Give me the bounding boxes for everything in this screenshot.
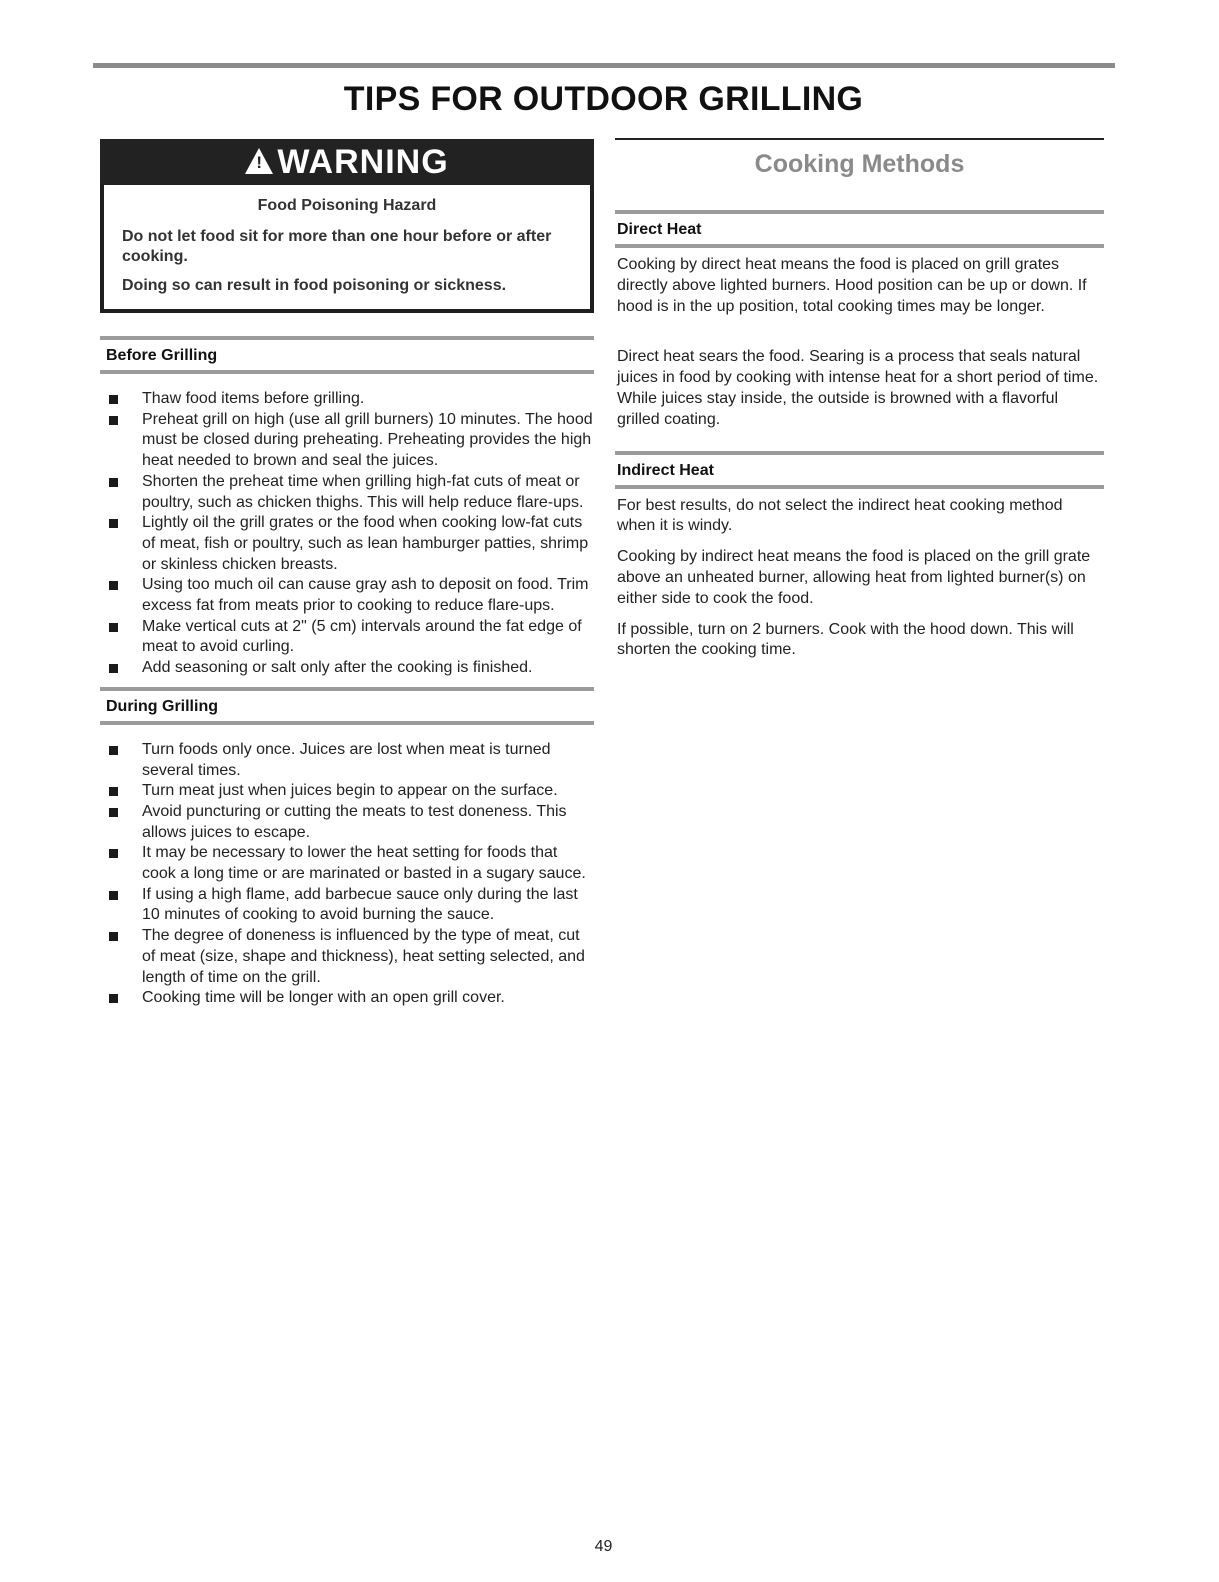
during-grilling-list (100, 740, 594, 1009)
list-item: Cooking time will be longer with an open grill cover. (100, 988, 594, 1009)
direct-heat-paragraph-2: Direct heat sears the food. Searing is a process that seals natural juices in food by cooking with intense heat for a short period of time. While juices stay inside, the outside is browned with a flavorful grilled coating. (617, 348, 1099, 428)
hazard-title: Food Poisoning Hazard (257, 197, 437, 214)
warning-triangle-icon: ! (245, 148, 273, 174)
cooking-methods-title: Cooking Methods (754, 150, 965, 178)
direct-heat-title: Direct Heat (617, 221, 702, 238)
warning-header (100, 139, 594, 185)
list-item: Avoid puncturing or cutting the meats to test doneness. This allows juices to escape. (100, 802, 594, 843)
list-item: Turn meat just when juices begin to appear on the surface. (100, 781, 594, 802)
indirect-heat-title: Indirect Heat (617, 461, 714, 479)
top-divider (93, 63, 1115, 68)
list-item: Make vertical cuts at 2" (5 cm) intervals around the fat edge of meat to avoid curling. (100, 617, 594, 658)
during-grilling-header (100, 687, 594, 725)
list-item: Thaw food items before grilling. (100, 389, 594, 410)
indirect-heat-header (615, 451, 1104, 489)
before-grilling-title: Before Grilling (106, 347, 218, 364)
indirect-heat-paragraph-2: Cooking by indirect heat means the food is placed on the grill grate above an unheated burner, allowing heat from lighted burner(s) on either side to cook the food. (617, 548, 1091, 607)
section-rule (100, 370, 594, 374)
warning-text-1: Do not let food sit for more than one hour before or after cooking. (122, 228, 552, 265)
section-rule (100, 721, 594, 725)
direct-heat-header (615, 210, 1104, 248)
before-grilling-header (100, 336, 594, 374)
list-item: Add seasoning or salt only after the cooking is finished. (100, 658, 594, 679)
list-item: Lightly oil the grill grates or the food when cooking low-fat cuts of meat, fish or poultry, such as lean hamburger patties, shrimp or skinless chicken breasts. (100, 513, 594, 575)
indirect-heat-paragraph-1: For best results, do not select the indirect heat cooking method when it is windy. (617, 496, 1063, 535)
list-item: If using a high flame, add barbecue sauce only during the last 10 minutes of cooking to avoid burning the sauce. (100, 885, 594, 926)
list-item: It may be necessary to lower the heat setting for foods that cook a long time or are marinated or basted in a sugary sauce. (100, 843, 594, 884)
page-number: 49 (594, 1538, 613, 1555)
indirect-heat-paragraph-3: If possible, turn on 2 burners. Cook with the hood down. This will shorten the cooking time. (617, 620, 1074, 659)
section-rule (615, 244, 1104, 248)
list-item: Preheat grill on high (use all grill burners) 10 minutes. The hood must be closed during preheating. Preheating provides the high heat needed to brown and seal the juices. (100, 410, 594, 472)
during-grilling-title: During Grilling (106, 697, 218, 715)
right-column (615, 138, 1104, 661)
warning-box (100, 139, 594, 313)
direct-heat-paragraph-1: Cooking by direct heat means the food is placed on grill grates directly above lighted burners. Hood position can be up or down. If hood is in the up position, total cooking times may be longer. (617, 256, 1087, 315)
list-item: Shorten the preheat time when grilling high-fat cuts of meat or poultry, such as chicken thighs. This will help reduce flare-ups. (100, 472, 594, 513)
list-item: Turn foods only once. Juices are lost when meat is turned several times. (100, 740, 594, 781)
section-rule (615, 485, 1104, 489)
warning-text-2: Doing so can result in food poisoning or sickness. (122, 277, 507, 294)
list-item: The degree of doneness is influenced by the type of meat, cut of meat (size, shape and thickness), heat setting selected, and length of time on the grill. (100, 926, 594, 988)
page-title: TIPS FOR OUTDOOR GRILLING (343, 80, 864, 118)
left-column (100, 139, 594, 1009)
warning-label: WARNING (277, 142, 449, 181)
before-grilling-list (100, 389, 594, 679)
list-item: Using too much oil can cause gray ash to deposit on food. Trim excess fat from meats prior to cooking to reduce flare-ups. (100, 575, 594, 616)
